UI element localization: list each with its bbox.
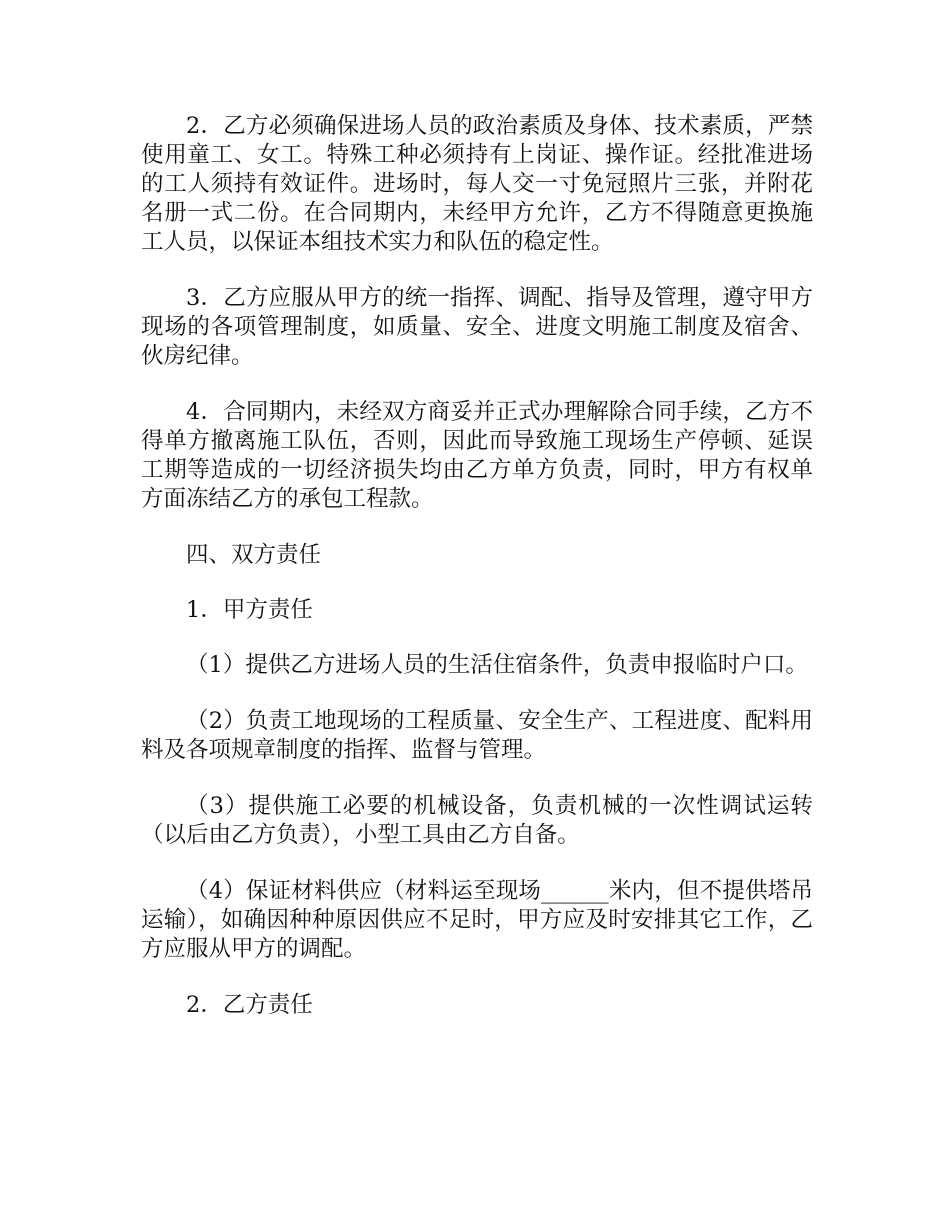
document-body bbox=[141, 112, 813, 1046]
party-a-item-1: （1）提供乙方进场人员的生活住宿条件，负责申报临时户口。 bbox=[186, 652, 808, 678]
clause-2-personnel: 2．乙方必须确保进场人员的政治素质及身体、技术素质，严禁使用童工、女工。特殊工种必须持有上岗证、操作证。经批准进场的工人须持有效证件。进场时，每人交一寸免冠照片三张，并附花名册一式二份。在合同期内，未经甲方允许，乙方不得随意更换施工人员，以保证本组技术实力和队伍的稳定性。 bbox=[141, 113, 813, 255]
party-a-item-3: （3）提供施工必要的机械设备，负责机械的一次性调试运转（以后由乙方负责），小型工具由乙方自备。 bbox=[141, 793, 813, 848]
subheading-party-a: 1．甲方责任 bbox=[186, 597, 313, 623]
clause-4-termination: 4．合同期内，未经双方商妥并正式办理解除合同手续，乙方不得单方撤离施工队伍，否则，因此而导致施工现场生产停顿、延误工期等造成的一切经济损失均由乙方单方负责，同时，甲方有权单方面冻结乙方的承包工程款。 bbox=[141, 399, 813, 512]
clause-3-management: 3．乙方应服从甲方的统一指挥、调配、指导及管理，遵守甲方现场的各项管理制度，如质量、安全、进度文明施工制度及宿舍、伙房纪律。 bbox=[141, 285, 813, 369]
party-a-item-2: （2）负责工地现场的工程质量、安全生产、工程进度、配料用料及各项规章制度的指挥、监督与管理。 bbox=[141, 708, 813, 763]
party-a-item-4: （4）保证材料供应（材料运至现场______米内，但不提供塔吊运输），如确因种种原因供应不足时，甲方应及时安排其它工作，乙方应服从甲方的调配。 bbox=[141, 878, 813, 962]
subheading-party-b: 2．乙方责任 bbox=[186, 992, 313, 1018]
section-heading-responsibilities: 四、双方责任 bbox=[186, 542, 322, 568]
